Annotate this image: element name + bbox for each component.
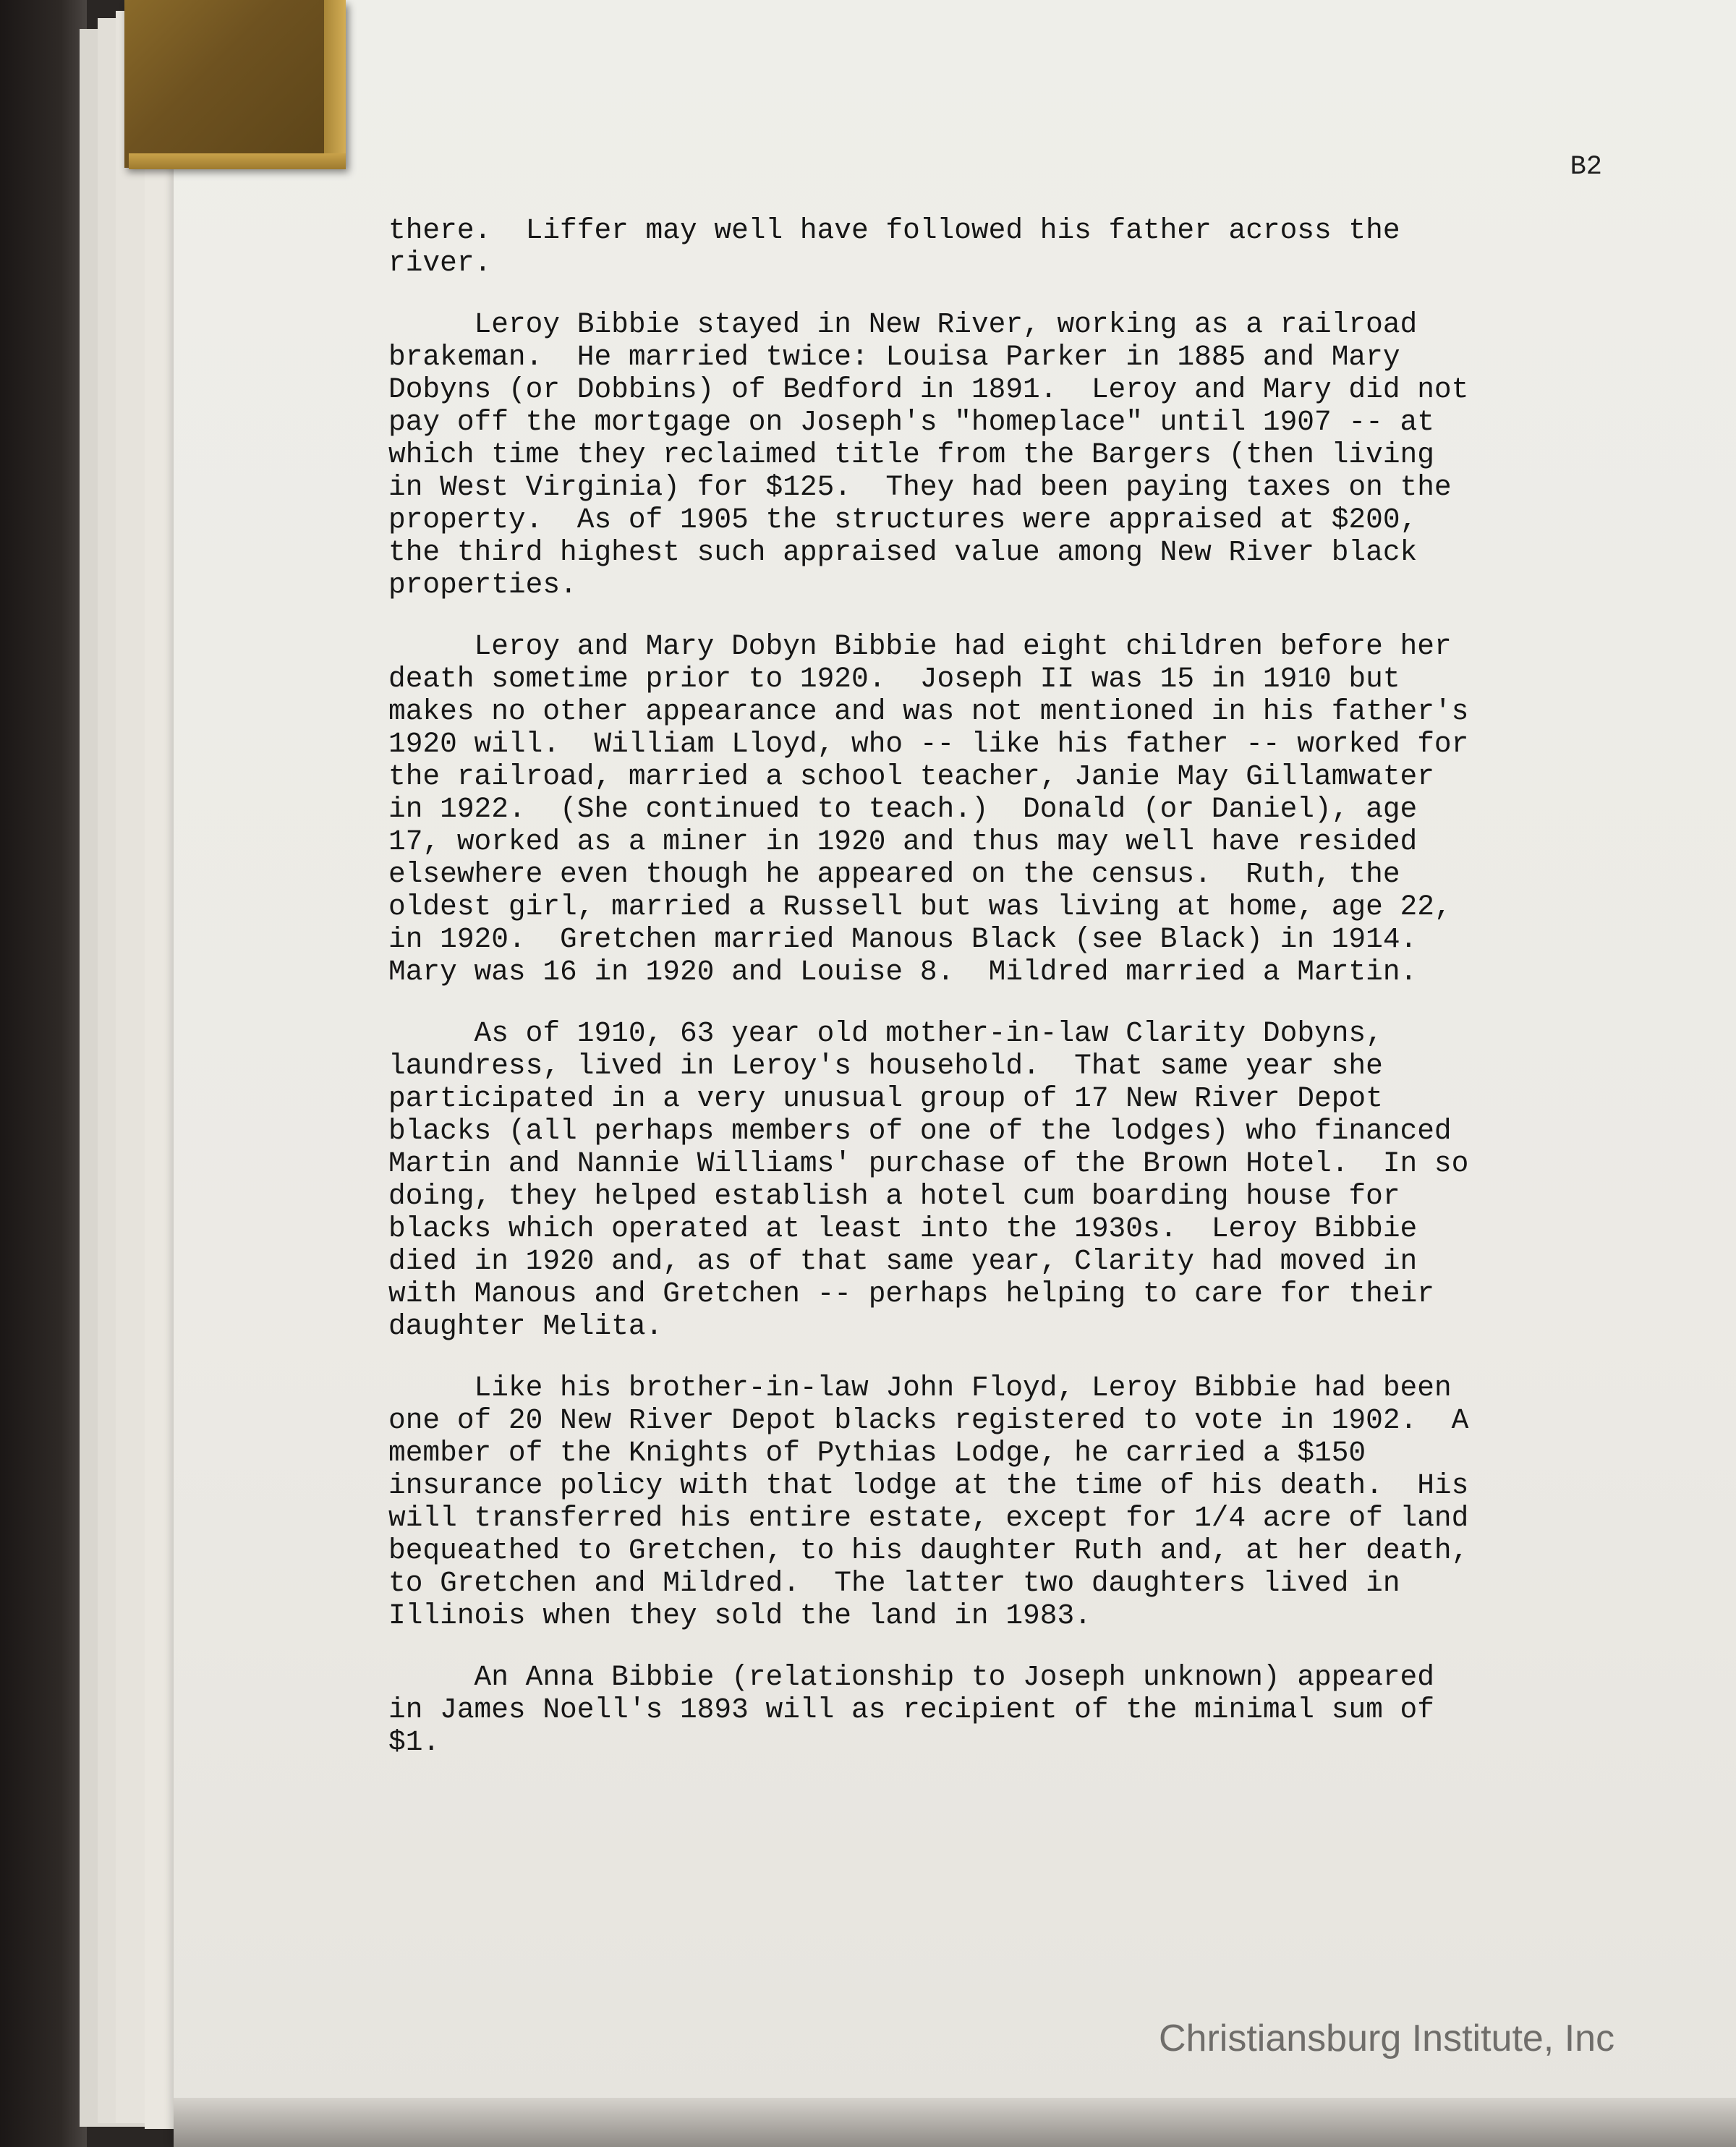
document-body [388, 214, 1676, 1787]
paragraph: An Anna Bibbie (relationship to Joseph unknown) appeared in James Noell's 1893 will as recipient of the minimal sum of $1. [388, 1661, 1434, 1759]
binder-clip [124, 0, 346, 168]
paragraph: As of 1910, 63 year old mother-in-law Clarity Dobyns, laundress, lived in Leroy's household. That same year she participated in a very unusual group of 17 New River Depot blacks (all perhaps members of one of the lodges) who financed Martin and Nannie Williams' purchase of the Brown Hotel. In so doing, they helped establish a hotel cum boarding house for blacks which operated at least into the 1930s. Leroy Bibbie died in 1920 and, as of that same year, Clarity had moved in with Manous and Gretchen -- perhaps helping to care for their daughter Melita. [388, 1017, 1469, 1343]
binder-clip-edge [129, 153, 346, 169]
paragraph: Leroy and Mary Dobyn Bibbie had eight children before her death sometime prior to 1920. Joseph II was 15 in 1910 but makes no other appearance and was not mentioned in his father's 1920 will. William Lloyd, who -- like his father -- worked for the railroad, married a school teacher, Janie May Gillamwater in 1922. (She continued to teach.) Donald (or Daniel), age 17, worked as a miner in 1920 and thus may well have resided elsewhere even though he appeared on the census. Ruth, the oldest girl, married a Russell but was living at home, age 22, in 1920. Gretchen married Manous Black (see Black) in 1914. Mary was 16 in 1920 and Louise 8. Mildred married a Martin. [388, 630, 1469, 988]
watermark: Christiansburg Institute, Inc [1159, 2018, 1615, 2059]
page-bottom-edge [174, 2098, 1736, 2147]
paragraph: Like his brother-in-law John Floyd, Leroy Bibbie had been one of 20 New River Depot blacks registered to vote in 1902. A member of the Knights of Pythias Lodge, he carried a $150 insurance policy with that lodge at the time of his death. His will transferred his entire estate, except for 1/4 acre of land bequeathed to Gretchen, to his daughter Ruth and, at her death, to Gretchen and Mildred. The latter two daughters lived in Illinois when they sold the land in 1983. [388, 1372, 1469, 1632]
paragraph: there. Liffer may well have followed his father across the river. [388, 214, 1400, 279]
paragraph: Leroy Bibbie stayed in New River, working as a railroad brakeman. He married twice: Louisa Parker in 1885 and Mary Dobyns (or Dobbins) of Bedford in 1891. Leroy and Mary did not pay off the mortgage on Joseph's "homeplace" until 1907 -- at which time they reclaimed title from the Bargers (then living in West Virginia) for $125. They had been paying taxes on the property. As of 1905 the structures were appraised at $200, the third highest such appraised value among New River black properties. [388, 308, 1469, 601]
page-number: B2 [1570, 152, 1602, 182]
binder-clip-side [324, 0, 346, 166]
background-surface [0, 0, 87, 2147]
